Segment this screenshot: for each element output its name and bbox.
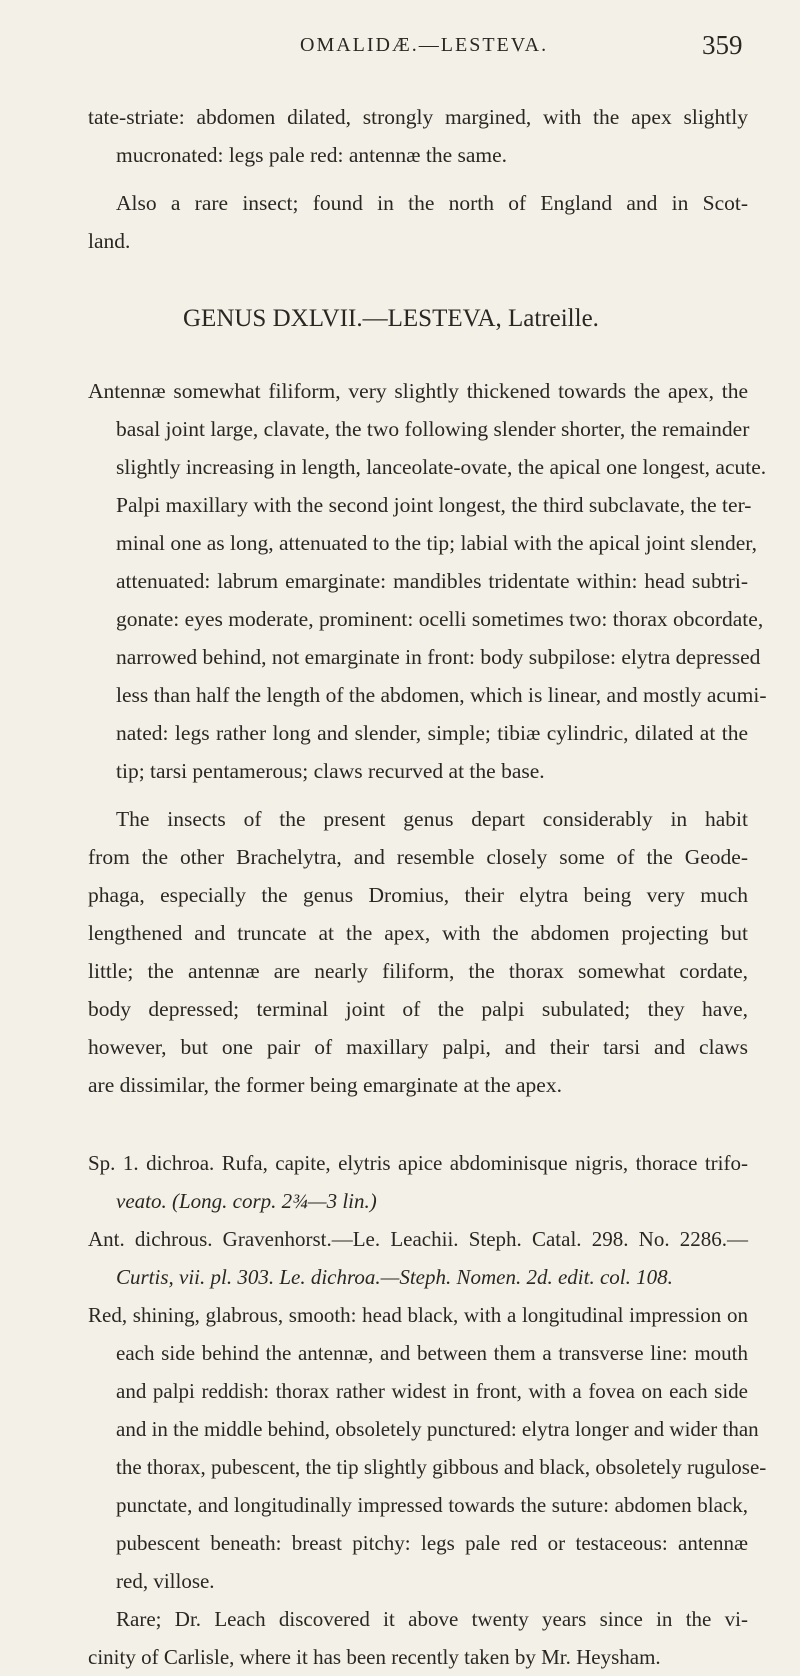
intro-paragraph — [88, 98, 748, 174]
text-line: minal one as long, attenuated to the tip; labial with the apical joint slender, — [116, 531, 757, 555]
text-line: and palpi reddish: thorax rather widest in front, with a fovea on each side — [116, 1379, 748, 1403]
text-line: cinity of Carlisle, where it has been recently taken by Mr. Heysham. — [88, 1645, 661, 1669]
text-line: little; the antennæ are nearly filiform, the thorax somewhat cordate, — [88, 959, 748, 983]
text-line: phaga, especially the genus Dromius, their elytra being very much — [88, 883, 748, 907]
text-line: the thorax, pubescent, the tip slightly gibbous and black, obsoletely rugulose- — [116, 1455, 767, 1479]
text-line: and in the middle behind, obsoletely punctured: elytra longer and wider than — [116, 1417, 759, 1441]
text-line: Curtis, vii. pl. 303. Le. dichroa.—Steph. Nomen. 2d. edit. col. 108. — [116, 1265, 673, 1289]
habit-paragraph — [88, 800, 748, 1104]
text-line: Sp. 1. dichroa. Rufa, capite, elytris apice abdominisque nigris, thorace trifo- — [88, 1151, 748, 1175]
text-line: The insects of the present genus depart considerably in habit — [116, 807, 748, 831]
text-line: Rare; Dr. Leach discovered it above twenty years since in the vi- — [116, 1607, 748, 1631]
text-line: are dissimilar, the former being emarginate at the apex. — [88, 1073, 562, 1097]
locality-paragraph — [88, 184, 748, 260]
text-line: narrowed behind, not emarginate in front: body subpilose: elytra depressed — [116, 645, 761, 669]
species-synonymy — [88, 1220, 748, 1296]
text-line: from the other Brachelytra, and resemble closely some of the Geode- — [88, 845, 748, 869]
text-line: attenuated: labrum emarginate: mandibles tridentate within: head subtri- — [116, 569, 748, 593]
text-line: Ant. dichrous. Gravenhorst.—Le. Leachii. Steph. Catal. 298. No. 2286.— — [88, 1227, 748, 1251]
text-line: however, but one pair of maxillary palpi, and their tarsi and claws — [88, 1035, 748, 1059]
text-line: Palpi maxillary with the second joint longest, the third subclavate, the ter- — [116, 493, 752, 517]
text-line: tate-striate: abdomen dilated, strongly margined, with the apex slightly — [88, 105, 748, 129]
text-line: each side behind the antennæ, and between them a transverse line: mouth — [116, 1341, 748, 1365]
text-line: gonate: eyes moderate, prominent: ocelli sometimes two: thorax obcordate, — [116, 607, 764, 631]
running-head: OMALIDÆ.—LESTEVA. — [300, 34, 549, 56]
page-header — [0, 28, 800, 68]
text-line: Red, shining, glabrous, smooth: head black, with a longitudinal impression on — [88, 1303, 748, 1327]
text-line: tip; tarsi pentamerous; claws recurved at the base. — [116, 759, 545, 783]
text-line: land. — [88, 229, 131, 253]
text-line: slightly increasing in length, lanceolate-ovate, the apical one longest, acute. — [116, 455, 767, 479]
text-line: lengthened and truncate at the apex, with the abdomen projecting but — [88, 921, 748, 945]
text-line: punctate, and longitudinally impressed towards the suture: abdomen black, — [116, 1493, 748, 1517]
text-line: Antennæ somewhat filiform, very slightly thickened towards the apex, the — [88, 379, 748, 403]
species-note — [88, 1600, 748, 1676]
text-line: red, villose. — [116, 1569, 215, 1593]
text-line: body depressed; terminal joint of the palpi subulated; they have, — [88, 997, 748, 1021]
page-number: 359 — [702, 30, 743, 60]
text-line: basal joint large, clavate, the two following slender shorter, the remainder — [116, 417, 750, 441]
text-line: Also a rare insect; found in the north of England and in Scot- — [116, 191, 748, 215]
species-entry — [88, 1144, 767, 1676]
text-line: less than half the length of the abdomen, which is linear, and mostly acumi- — [116, 683, 767, 707]
species-description — [88, 1296, 767, 1600]
page-body — [88, 98, 767, 1676]
text-line: veato. (Long. corp. 2¾—3 lin.) — [116, 1189, 377, 1213]
text-line: mucronated: legs pale red: antennæ the same. — [116, 143, 508, 167]
text-line: pubescent beneath: breast pitchy: legs pale red or testaceous: antennæ — [116, 1531, 748, 1555]
species-diagnosis — [88, 1144, 748, 1220]
text-line: nated: legs rather long and slender, simple; tibiæ cylindric, dilated at the — [116, 721, 748, 745]
genus-description — [88, 372, 767, 790]
genus-heading: GENUS DXLVII.—LESTEVA, Latreille. — [183, 305, 599, 332]
